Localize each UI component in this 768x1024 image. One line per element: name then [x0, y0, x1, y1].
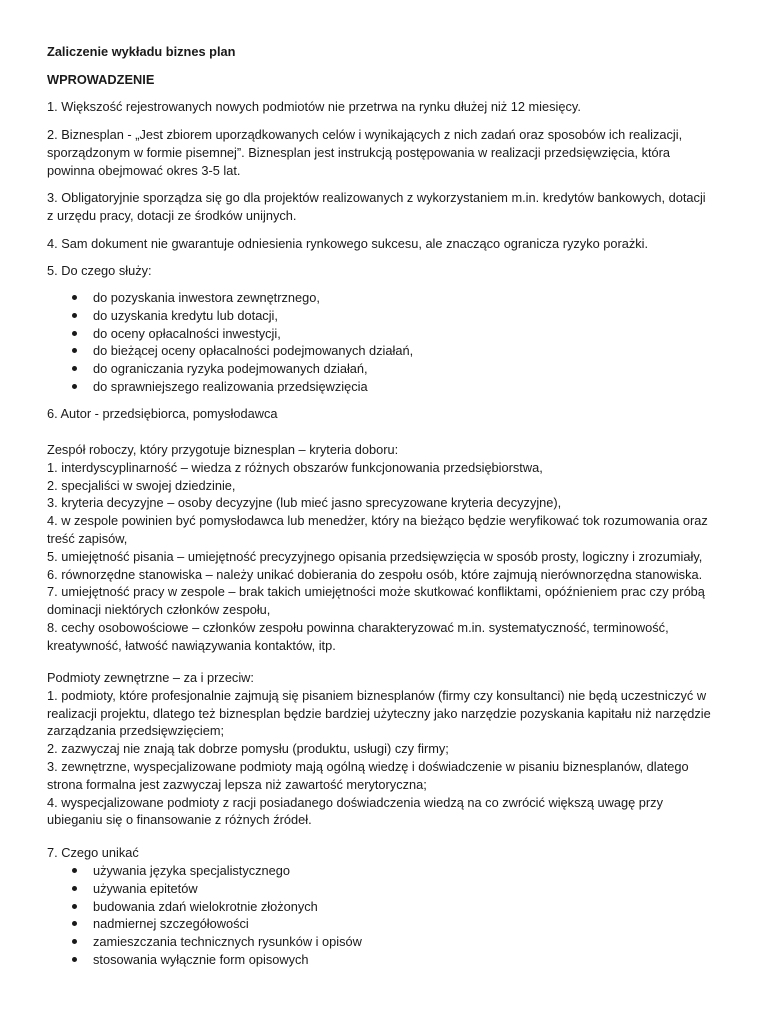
team-section: [47, 441, 732, 655]
paragraph-2-line: 2. Biznesplan - „Jest zbiorem uporządkowanych celów i wynikających z nich zadań oraz sposobów ich realizacji,: [47, 127, 683, 142]
team-line: treść zapisów,: [47, 530, 128, 546]
team-line: 4. w zespole powinien być pomysłodawca lub menedżer, który na bieżąco będzie weryfikować tok rozumowania oraz: [47, 513, 708, 529]
external-line: Podmioty zewnętrzne – za i przeciw:: [47, 670, 254, 685]
paragraph-5: 5. Do czego służy:: [47, 263, 152, 278]
paragraph-6: 6. Autor - przedsiębiorca, pomysłodawca: [47, 406, 278, 421]
external-line: realizacji projektu, dlatego też biznesplan będzie bardziej użyteczny jako narzędzie pozyskania kapitału niż narzędzie: [47, 705, 711, 721]
paragraph-1: 1. Większość rejestrowanych nowych podmiotów nie przetrwa na rynku dłużej niż 12 miesięcy.: [47, 99, 581, 114]
list-item: do uzyskania kredytu lub dotacji,: [47, 307, 687, 325]
external-line: ubieganiu się o finansowanie z różnych źródeł.: [47, 812, 312, 828]
list-item: stosowania wyłącznie form opisowych: [47, 951, 687, 969]
purpose-list: [47, 289, 687, 396]
external-line: strona formalna jest zazwyczaj lepsza niż zawartość merytoryczna;: [47, 776, 427, 792]
list-item: używania epitetów: [47, 880, 687, 898]
paragraph-3-line: 3. Obligatoryjnie sporządza się go dla projektów realizowanych z wykorzystaniem m.in. kredytów bankowych, dotacji: [47, 190, 706, 205]
external-line: 2. zazwyczaj nie znają tak dobrze pomysłu (produktu, usługi) czy firmy;: [47, 741, 449, 757]
team-line: 1. interdyscyplinarność – wiedza z różnych obszarów funkcjonowania przedsiębiorstwa,: [47, 459, 543, 475]
list-item: nadmiernej szczegółowości: [47, 915, 687, 933]
document-title: Zaliczenie wykładu biznes plan: [47, 44, 236, 59]
team-line: 8. cechy osobowościowe – członków zespołu powinna charakteryzować m.in. systematyczność, terminowość,: [47, 619, 669, 635]
paragraph-4: 4. Sam dokument nie gwarantuje odniesienia rynkowego sukcesu, ale znacząco ogranicza ryzyko porażki.: [47, 236, 649, 251]
list-item: używania języka specjalistycznego: [47, 862, 687, 880]
section-heading-introduction: WPROWADZENIE: [47, 72, 155, 87]
list-item: do sprawniejszego realizowania przedsięwzięcia: [47, 378, 687, 396]
list-item: budowania zdań wielokrotnie złożonych: [47, 898, 687, 916]
list-item: do bieżącej oceny opłacalności podejmowanych działań,: [47, 342, 687, 360]
paragraph-3: [47, 189, 732, 225]
list-item: do oceny opłacalności inwestycji,: [47, 325, 687, 343]
paragraph-3-line: z urzędu pracy, dotacji ze środków unijnych.: [47, 207, 297, 223]
team-line: 6. równorzędne stanowiska – należy unikać dobierania do zespołu osób, które zajmują nierównorzędna stanowiska.: [47, 566, 703, 582]
external-line: 3. zewnętrzne, wyspecjalizowane podmioty mają ogólną wiedzę i doświadczenie w pisaniu biznesplanów, dlatego: [47, 758, 689, 774]
list-item: do pozyskania inwestora zewnętrznego,: [47, 289, 687, 307]
paragraph-2: [47, 126, 732, 179]
avoid-list: [47, 862, 687, 969]
external-section: [47, 669, 732, 829]
paragraph-2-line: sporządzonym w formie pisemnej”. Biznesplan jest instrukcją postępowania w realizacji przedsięwzięcia, która: [47, 144, 671, 160]
team-line: 2. specjaliści w swojej dziedzinie,: [47, 477, 236, 493]
team-line: dominacji niektórych członków zespołu,: [47, 602, 271, 618]
team-line: 7. umiejętność pracy w zespole – brak takich umiejętności może skutkować konfliktami, opóźnieniem prac czy próbą: [47, 584, 705, 600]
team-line: 3. kryteria decyzyjne – osoby decyzyjne (lub mieć jasno sprecyzowane kryteria decyzyjne),: [47, 495, 562, 511]
team-line: Zespół roboczy, który przygotuje biznesplan – kryteria doboru:: [47, 442, 399, 457]
list-item: zamieszczania technicznych rysunków i opisów: [47, 933, 687, 951]
list-item: do ograniczania ryzyka podejmowanych działań,: [47, 360, 687, 378]
external-line: 1. podmioty, które profesjonalnie zajmują się pisaniem biznesplanów (firmy czy konsultanci) nie będą uczestniczyć w: [47, 687, 707, 703]
external-line: zarządzania przedsięwzięciem;: [47, 723, 225, 739]
team-line: kreatywność, łatwość nawiązywania kontaktów, itp.: [47, 637, 336, 653]
paragraph-2-line: powinna obejmować okres 3-5 lat.: [47, 162, 241, 178]
paragraph-7: 7. Czego unikać: [47, 845, 139, 860]
team-line: 5. umiejętność pisania – umiejętność precyzyjnego opisania przedsięwzięcia w sposób prosty, logiczny i zrozumiały,: [47, 548, 703, 564]
external-line: 4. wyspecjalizowane podmioty z racji posiadanego doświadczenia wiedzą na co zwrócić większą uwagę przy: [47, 794, 663, 810]
